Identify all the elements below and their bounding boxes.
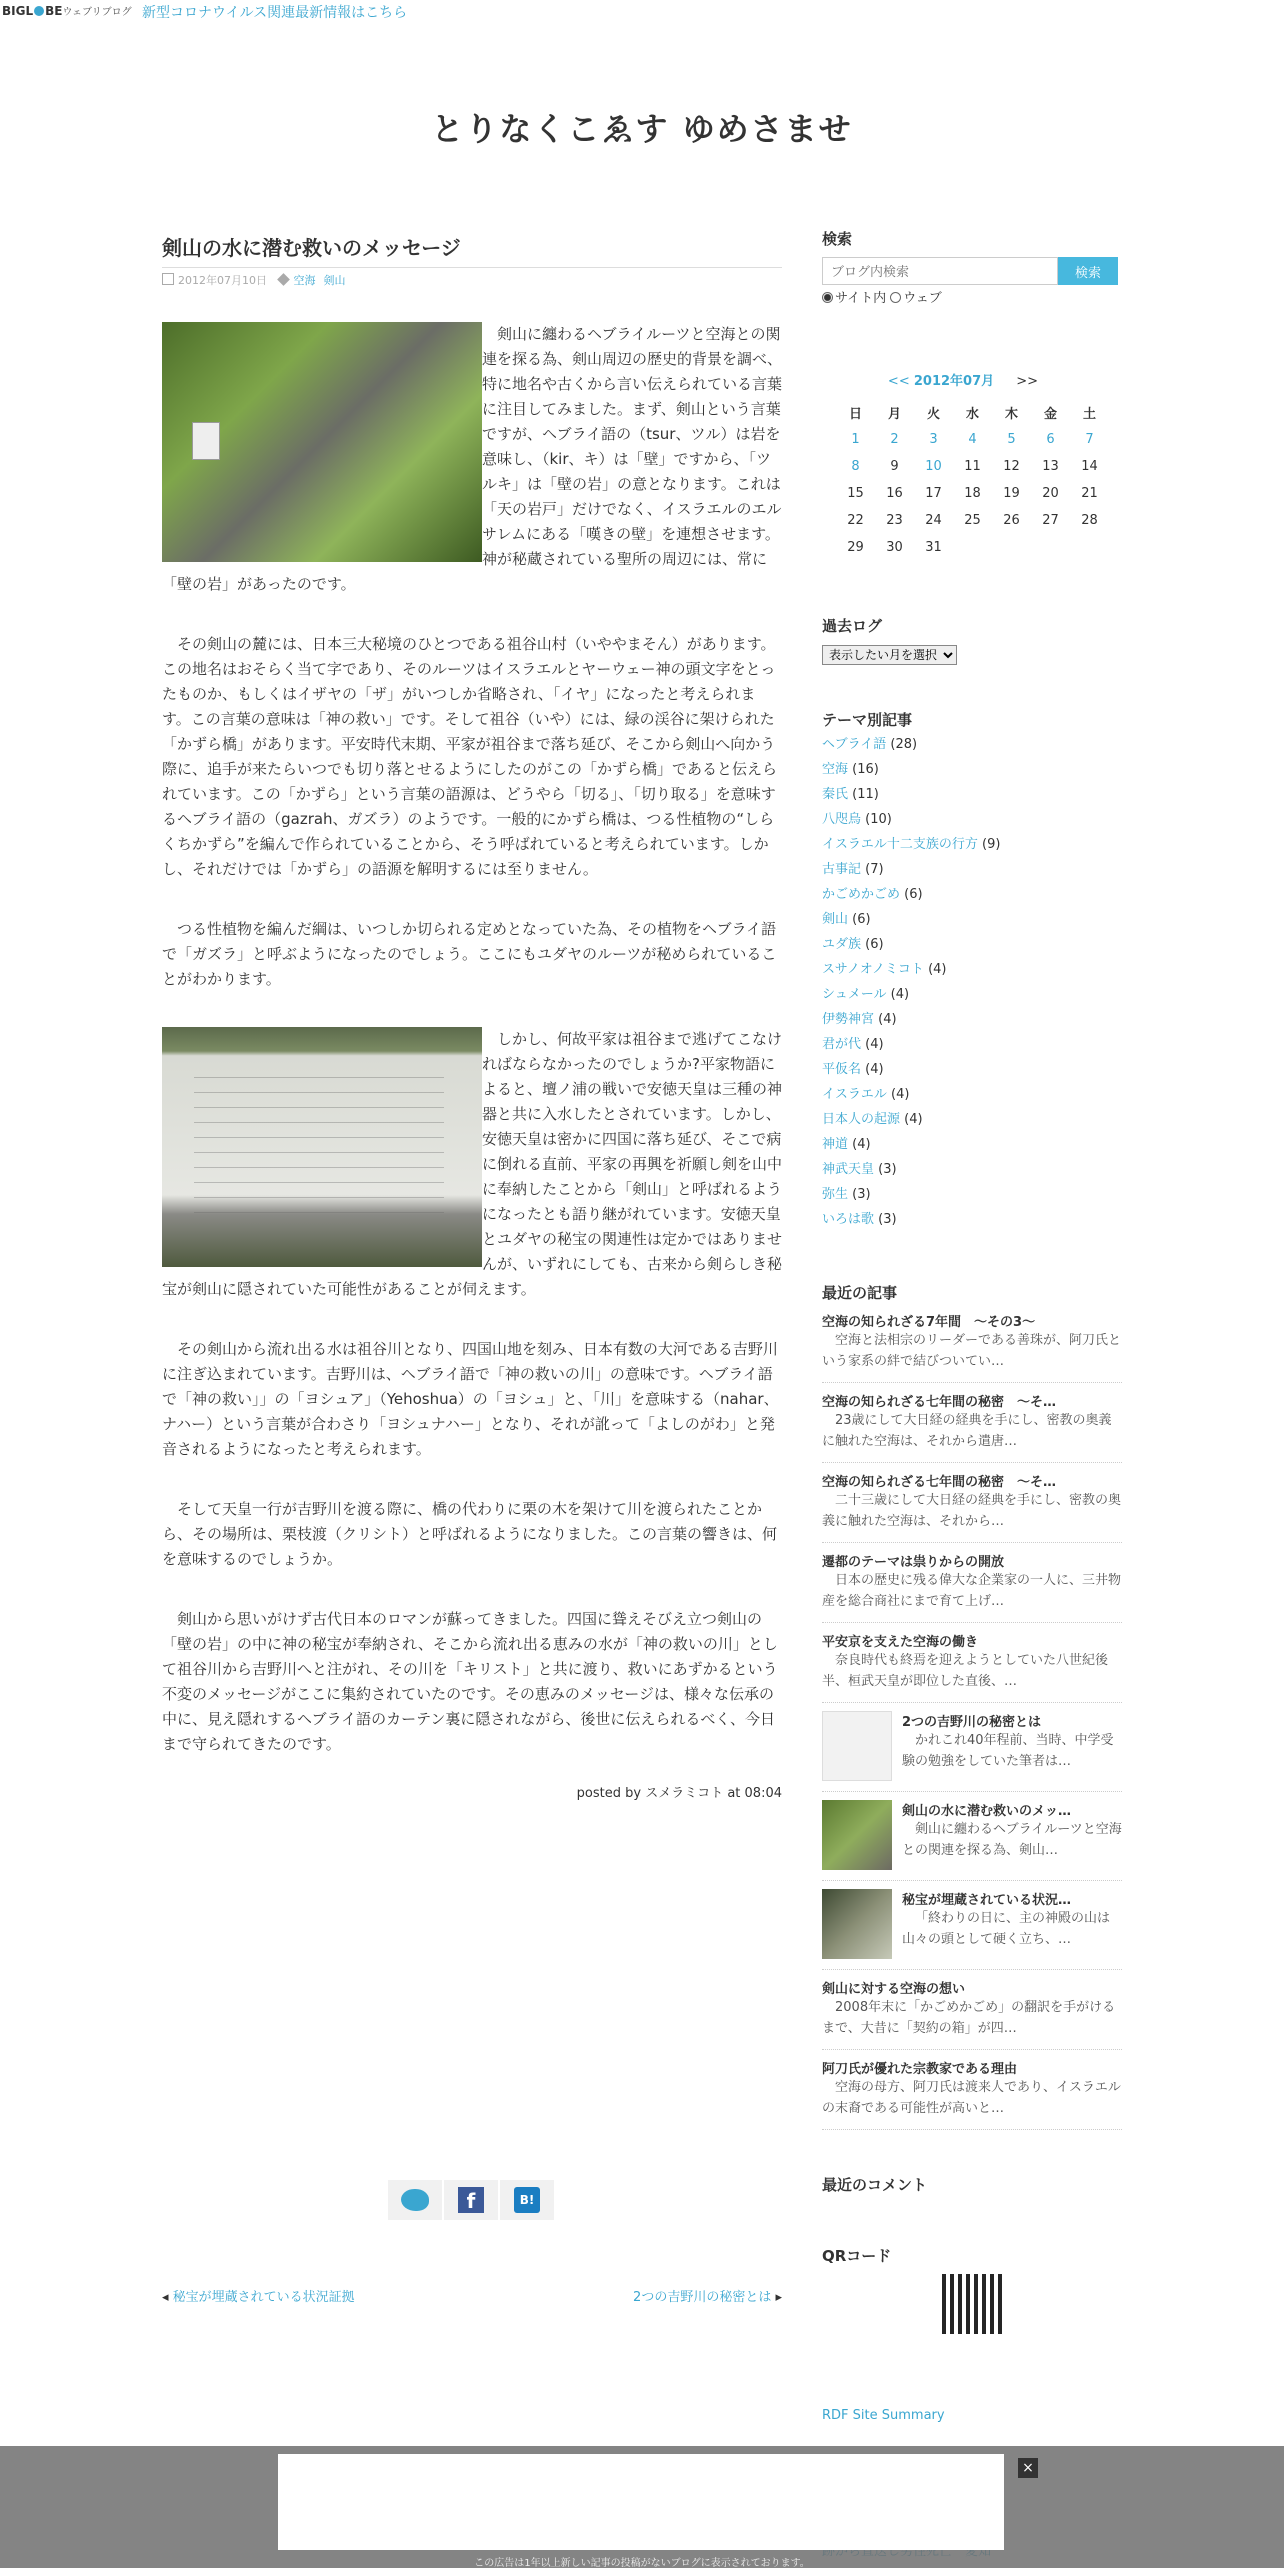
theme-link[interactable]: 八咫烏 [822,812,862,827]
archive-select[interactable] [822,645,957,665]
theme-item [822,1207,1122,1232]
calendar-day: 17 [925,486,942,501]
post-title[interactable]: 剣山の水に潜む救いのメッセージ [162,232,782,268]
comments-section [822,2174,1122,2195]
corona-notice-link[interactable]: 新型コロナウイルス関連最新情報はこちら [142,5,408,21]
chevron-left-icon: ◂ [162,2290,173,2305]
theme-item [822,1107,1122,1132]
recent-post-title[interactable]: 剣山に対する空海の想い [822,1982,966,1997]
tag-icon [277,273,290,286]
theme-item [822,1007,1122,1032]
tag-tsurugisan[interactable]: 剣山 [323,274,346,287]
theme-link[interactable]: イスラエル十二支族の行方 [822,837,978,852]
recent-post[interactable] [822,1303,1122,1383]
calendar-next[interactable]: >> [1016,374,1039,389]
theme-item [822,982,1122,1007]
author-link[interactable]: スメラミコト [645,1786,724,1801]
calendar-day: 28 [1081,513,1098,528]
calendar-grid [836,399,1109,561]
recent-post[interactable] [822,1881,1122,1970]
recent-post[interactable] [822,1463,1122,1543]
calendar-day: 11 [964,459,981,474]
paragraph: しかし、何故平家は祖谷まで逃げてこなければならなかったのでしょうか?平家物語によると、壇ノ浦の戦いで安徳天皇は三種の神器と共に入水したとされています。しかし、安徳天皇は密かに四国に落ち延び、そこで病に倒れる直前、平家の再興を祈願し剣を山中に奉納したことから「剣山」と呼ばれるようになったとも語り継がれています。安徳天皇とユダヤの秘宝の関連性は定かではありませんが、いずれにしても、古来から剣らしき秘宝が剣山に隠されていた可能性があることが伺えます。 [162,1030,783,1298]
recent-post[interactable] [822,1623,1122,1703]
recent-post-thumbnail[interactable] [822,1711,892,1781]
calendar-day [953,534,992,561]
recent-post[interactable] [822,1792,1122,1881]
calendar [822,370,1122,561]
calendar-weekday: 月 [887,407,901,422]
theme-item [822,882,1122,907]
biglobe-logo[interactable] [2,3,132,18]
calendar-day: 23 [886,513,903,528]
ad-banner[interactable] [278,2454,1004,2550]
theme-item [822,757,1122,782]
theme-list [822,732,1122,1232]
share-buttons [388,2180,556,2222]
recent-post-title[interactable]: 平安京を支えた空海の働き [822,1635,979,1650]
recent-post[interactable] [822,2050,1122,2130]
calendar-prev[interactable]: << [887,374,910,389]
theme-count: (4) [852,1137,871,1152]
recent-post-summary: 二十三歳にして大日経の経典を手にし、密教の奥義に触れた空海は、それから… [822,1493,1122,1529]
theme-count: (10) [865,812,892,827]
theme-link[interactable]: イスラエル [822,1087,887,1102]
theme-count: (4) [865,1037,884,1052]
theme-item [822,1132,1122,1157]
theme-link[interactable]: ユダ族 [822,937,862,952]
calendar-day: 22 [847,513,864,528]
qr-code-icon [942,2274,1002,2334]
facebook-share-button[interactable] [444,2180,498,2220]
calendar-day [1070,534,1109,561]
theme-link[interactable]: 弥生 [822,1187,849,1202]
calendar-weekday: 水 [965,407,979,422]
chevron-right-icon: ▸ [771,2290,782,2305]
theme-count: (3) [852,1187,871,1202]
theme-item [822,782,1122,807]
theme-item [822,1057,1122,1082]
theme-count: (4) [904,1112,923,1127]
calendar-day: 15 [847,486,864,501]
theme-link[interactable]: シュメール [822,987,887,1002]
calendar-day: 31 [925,540,942,555]
theme-item [822,1082,1122,1107]
calendar-day: 18 [964,486,981,501]
recent-post-summary: 日本の歴史に残る偉大な企業家の一人に、三井物産を総合商社にまで育て上げ… [822,1573,1122,1609]
recent-post-summary: 23歳にして大日経の経典を手にし、密教の奥義に触れた空海は、それから遣唐… [822,1413,1112,1449]
theme-item [822,1032,1122,1057]
calendar-weekday: 土 [1082,407,1096,422]
paragraph: その剣山の麓には、日本三大秘境のひとつである祖谷山村（いややまそん）があります。この地名はおそらく当て字であり、そのルーツはイスラエルとヤーウェー神の頭文字をとったものか、もしくはイザヤの「ザ」がいつしか省略され、「イヤ」になったと考えられます。この言葉の意味は「神の救い」です。そして祖谷（いや）には、緑の渓谷に架けられた「かずら橋」があります。平安時代末期、平家が祖谷まで落ち延び、そこから剣山へ向かう際に、追手が来たらいつでも切り落とせるようにしたのがこの「かずら橋」であると伝えられています。この「かずら」という言葉の語源は、どうやら「切る」、「切り取る」を意味するヘブライ語の（gazrah、ガズラ）のようです。一般的にかずら橋は、つる性植物の“しらくちかずら”を編んで作られていることから、そう呼ばれていると考えられています。しかし、それだけでは「かずら」の語源を解明するには至りません。 [162,635,778,878]
recent-post-summary: 2008年末に「かごめかごめ」の翻訳を手がけるまで、大昔に「契約の箱」が四… [822,2000,1116,2036]
recent-heading: 最近の記事 [822,1284,898,1302]
theme-link[interactable]: いろは歌 [822,1212,875,1227]
prev-post-link[interactable] [162,2286,355,2305]
logo-dot-icon [34,6,44,16]
recent-post-thumbnail[interactable] [822,1889,892,1959]
brand-rest: BE [45,4,63,18]
twitter-bird-icon [401,2189,429,2211]
calendar-day: 20 [1042,486,1059,501]
theme-count: (28) [890,737,918,752]
recent-post[interactable] [822,1703,1122,1792]
search-button[interactable]: 検索 [1058,257,1118,285]
sidebar [822,228,1122,2423]
comments-heading: 最近のコメント [822,2176,928,2194]
theme-count: (7) [865,862,884,877]
theme-item [822,1182,1122,1207]
theme-heading: テーマ別記事 [822,711,913,729]
post-meta [162,272,782,292]
theme-count: (9) [982,837,1001,852]
theme-count: (6) [852,912,871,927]
calendar-weekday: 金 [1043,407,1057,422]
theme-item [822,932,1122,957]
article [162,232,782,1801]
calendar-day[interactable]: 6 [1046,432,1055,447]
theme-count: (4) [890,987,910,1002]
calendar-weekday: 火 [926,407,940,422]
site-title[interactable]: とりなくこゑす ゆめさませ [431,110,853,148]
recent-post-title[interactable]: 空海の知られざる7年間 ～その3～ [822,1315,1036,1330]
search-scope [822,287,1122,306]
recent-post[interactable] [822,1970,1122,2050]
theme-item [822,957,1122,982]
theme-link[interactable]: 剣山 [822,912,849,927]
theme-count: (4) [865,1062,884,1077]
sacred-water-sign-photo[interactable] [162,1027,482,1267]
calendar-day: 9 [890,459,899,474]
twitter-share-button[interactable] [388,2180,442,2220]
rdf-section [822,2404,1122,2423]
theme-link[interactable]: ヘブライ語 [822,737,887,752]
top-bar [0,0,1284,24]
qr-section [822,2245,1122,2334]
ad-overlay [0,2446,1284,2568]
next-post-label[interactable]: 2つの吉野川の秘密とは [633,2290,772,2305]
calendar-day[interactable]: 8 [851,459,860,474]
tsurugisan-rock-photo[interactable] [162,322,482,562]
archive-heading: 過去ログ [822,617,883,635]
calendar-day[interactable]: 1 [851,432,860,447]
calendar-day[interactable]: 10 [925,459,942,474]
rdf-link[interactable]: RDF Site Summary [822,2408,945,2423]
calendar-weekday: 日 [848,407,862,422]
recent-post-title[interactable]: 阿刀氏が優れた宗教家である理由 [822,2062,1018,2077]
recent-post-thumbnail[interactable] [822,1800,892,1870]
calendar-day: 14 [1081,459,1098,474]
calendar-header [822,370,1122,389]
qr-heading: QRコード [822,2247,892,2265]
calendar-day: 16 [886,486,903,501]
post-body [162,322,782,1792]
recent-post-summary: 「終わりの日に、主の神殿の山は山々の頭として硬く立ち、… [902,1911,1111,1947]
theme-link[interactable]: 平仮名 [822,1062,862,1077]
recent-post-summary: 剣山に纏わるヘブライルーツと空海との関連を探る為、剣山… [902,1822,1122,1858]
calendar-day[interactable]: 4 [968,432,977,447]
calendar-day: 19 [1003,486,1020,501]
paragraph: 剣山から思いがけず古代日本のロマンが蘇ってきました。四国に聳えそびえ立つ剣山の「壁の岩」の中に神の秘宝が奉納され、そこから流れ出る恵みの水が「神の救いの川」として祖谷川から吉野川へと注がれ、その川を「キリスト」と共に渡り、救いにあずかるという不変のメッセージがここに集約されていたのです。その恵みのメッセージは、様々な伝承の中に、見え隠れするヘブライ語のカーテン裏に隠されながら、後世に伝えられるべく、今日まで守られてきたのです。 [162,1610,778,1753]
calendar-day: 30 [886,540,903,555]
theme-count: (16) [852,762,879,777]
theme-item [822,1157,1122,1182]
ad-note: この広告は1年以上新しい記事の投稿がないブログに表示されております。 [474,2558,810,2569]
recent-post-summary: 空海と法相宗のリーダーである善珠が、阿刀氏という家系の絆で結びついてい… [822,1333,1122,1369]
theme-item [822,832,1122,857]
theme-link[interactable]: 日本人の起源 [822,1112,901,1127]
calendar-day [992,534,1031,561]
theme-item [822,857,1122,882]
calendar-icon [162,273,174,285]
recent-post-title[interactable]: 空海の知られざる七年間の秘密 ～そ… [822,1475,1057,1490]
theme-count: (6) [865,937,884,952]
recent-post[interactable] [822,1383,1122,1463]
prev-post-label[interactable]: 秘宝が埋蔵されている状況証拠 [172,2290,355,2305]
sign-text-lines [194,1063,444,1213]
theme-item [822,907,1122,932]
recent-section [822,1282,1122,2130]
theme-link[interactable]: 古事記 [822,862,862,877]
calendar-day: 24 [925,513,942,528]
theme-count: (11) [852,787,879,802]
hatena-bookmark-button[interactable] [500,2180,554,2220]
theme-count: (4) [891,1087,910,1102]
theme-link[interactable]: かごめかごめ [822,887,901,902]
theme-count: (4) [928,962,947,977]
theme-link[interactable]: スサノオノミコト [822,962,924,977]
theme-item [822,732,1122,757]
theme-link[interactable]: 秦氏 [822,787,849,802]
hatena-icon: B! [514,2187,540,2213]
calendar-day: 29 [847,540,864,555]
posted-time: at 08:04 [723,1786,782,1801]
search-heading: 検索 [822,230,853,248]
posted-by [162,1782,782,1801]
tag-kukai[interactable]: 空海 [293,274,316,287]
recent-post-title[interactable]: 遷都のテーマは祟りからの開放 [822,1555,1005,1570]
recent-post-title[interactable]: 2つの吉野川の秘密とは [902,1715,1042,1730]
theme-count: (3) [878,1212,897,1227]
recent-post[interactable] [822,1543,1122,1623]
calendar-day[interactable]: 3 [929,432,938,447]
paragraph: つる性植物を編んだ綱は、いつしか切られる定めとなっていた為、その植物をヘブライ語で「ガズラ」と呼ぶようになったのでしょう。ここにもユダヤのルーツが秘められていることがわかります。 [162,920,777,988]
recent-post-title[interactable]: 秘宝が埋蔵されている状況… [902,1893,1072,1908]
theme-link[interactable]: 神道 [822,1137,849,1152]
facebook-icon: f [458,2187,484,2213]
radio-site[interactable] [822,292,833,303]
close-icon[interactable]: × [1018,2458,1038,2478]
theme-item [822,807,1122,832]
radio-web-label: ウェブ [903,291,942,306]
calendar-day [1031,534,1070,561]
recent-post-summary: 奈良時代も終焉を迎えようとしていた八世紀後半、桓武天皇が即位した直後、… [822,1653,1109,1689]
recent-list [822,1303,1122,2130]
calendar-day: 13 [1042,459,1059,474]
theme-link[interactable]: 君が代 [822,1037,862,1052]
theme-count: (3) [878,1162,897,1177]
radio-site-label: サイト内 [835,291,887,306]
next-post-link[interactable] [633,2286,782,2305]
search-input[interactable] [822,257,1058,285]
theme-count: (4) [878,1012,897,1027]
search-form [822,257,1122,285]
recent-post-title[interactable]: 空海の知られざる七年間の秘密 ～そ… [822,1395,1057,1410]
brand-main: BIGL [2,4,34,18]
theme-link[interactable]: 神武天皇 [822,1162,875,1177]
theme-section [822,709,1122,1232]
theme-link[interactable]: 空海 [822,762,849,777]
theme-link[interactable]: 伊勢神宮 [822,1012,875,1027]
posted-prefix: posted by [576,1786,646,1801]
calendar-day: 12 [1003,459,1020,474]
paragraph: そして天皇一行が吉野川を渡る際に、橋の代わりに栗の木を架けて川を渡られたことから、その場所は、栗枝渡（クリシト）と呼ばれるようになりました。この言葉の響きは、何を意味するのでしょうか。 [162,1500,778,1568]
calendar-day[interactable]: 7 [1085,432,1094,447]
recent-post-title[interactable]: 剣山の水に潜む救いのメッ… [902,1804,1072,1819]
archive-section [822,615,1122,665]
calendar-day: 25 [964,513,981,528]
calendar-weekday: 木 [1004,407,1018,422]
recent-post-summary: 空海の母方、阿刀氏は渡来人であり、イスラエルの末裔である可能性が高いと… [822,2080,1121,2116]
paragraph: 剣山に纏わるヘブライルーツと空海との関連を探る為、剣山周辺の歴史的背景を調べ、特に地名や古くから言い伝えられている言葉に注目してみました。まず、剣山という言葉ですが、ヘブライ語の（tsur、ツル）は岩を意味し、（kir、キ）は「壁」ですから、「ツルキ」は「壁の岩」の意となります。これは「天の岩戸」だけでなく、イスラエルのエルサレムにある「嘆きの壁」を連想させます。神が秘蔵されている聖所の周辺には、常に「壁の岩」があったのです。 [162,325,783,593]
brand-sub: ウェブリブログ [62,7,132,18]
radio-web[interactable] [890,292,901,303]
calendar-day: 27 [1042,513,1059,528]
calendar-day: 26 [1003,513,1020,528]
calendar-day: 21 [1081,486,1098,501]
calendar-day[interactable]: 2 [890,432,899,447]
calendar-month[interactable]: 2012年07月 [913,374,995,389]
theme-count: (6) [904,887,923,902]
paragraph: その剣山から流れ出る水は祖谷川となり、四国山地を刻み、日本有数の大河である吉野川に注ぎ込まれています。吉野川は、ヘブライ語で「神の救いの川」の意味です。ヘブライ語で「神の救い」」の「ヨシュア」（Yehoshua）の「ヨシュ」と、「川」を意味する（nahar、ナハー）という言葉が合わさり「ヨシュナハー」となり、それが訛って「よしのがわ」と発音されるようになったと考えられます。 [162,1340,779,1458]
calendar-day[interactable]: 5 [1007,432,1016,447]
post-date: 2012年07月10日 [178,274,267,287]
recent-post-summary: かれこれ40年程前、当時、中学受験の勉強をしていた筆者は… [902,1733,1114,1769]
